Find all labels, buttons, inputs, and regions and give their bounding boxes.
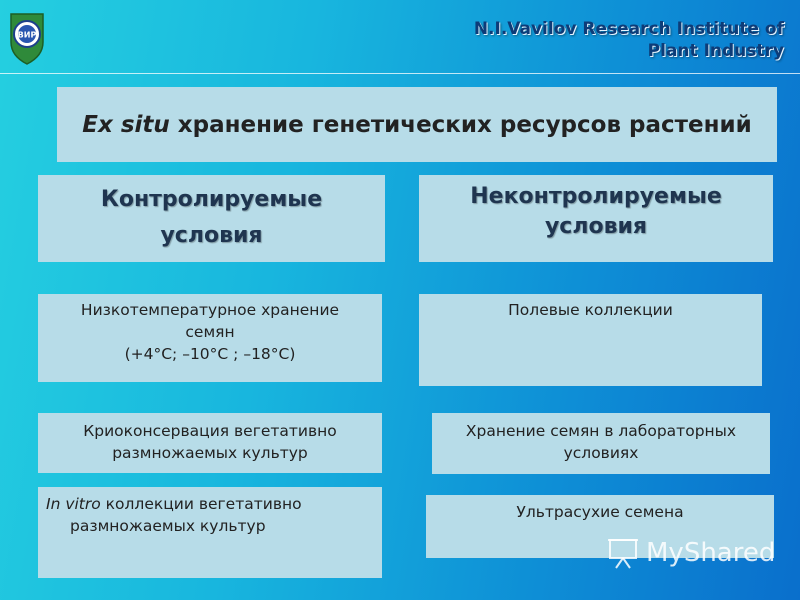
in-vitro-line2: размножаемых культур [70,517,266,535]
controlled-heading-box [38,175,385,262]
cryo-line2: размножаемых культур [112,444,308,462]
watermark-text: MyShared [646,538,776,568]
organization-name [474,18,784,62]
header-divider [0,73,800,74]
institute-logo [8,12,46,66]
field-collections-box [419,294,762,386]
cryo-line1: Криоконсервация вегетативно [83,422,337,440]
org-line-2: Plant Industry [647,41,784,61]
presentation-icon [606,536,640,570]
slide-title-box [57,87,777,162]
in-vitro-italic: In vitro [46,495,101,513]
controlled-heading-line2: условия [160,223,263,248]
logo-text: ВИР [17,30,37,40]
in-vitro-box [38,487,382,578]
org-line-1: N.I.Vavilov Research Institute of [473,19,784,39]
lab-storage-line2: условиях [563,444,639,462]
cryopreservation-box [38,413,382,473]
controlled-heading-line1: Контролируемые [100,187,323,212]
ultradry-line1: Ультрасухие семена [516,503,684,521]
uncontrolled-heading-line1: Неконтролируемые [470,184,722,209]
title-italic: Ex situ [82,111,170,138]
watermark [606,536,775,570]
low-temp-line1: Низкотемпературное хранение [80,301,340,319]
lab-storage-line1: Хранение семян в лабораторных [465,422,737,440]
low-temp-storage-box [38,294,382,382]
uncontrolled-heading-box [419,175,773,262]
field-collections-line1: Полевые коллекции [508,301,673,319]
in-vitro-line1: коллекции вегетативно [100,495,302,513]
low-temp-line3: (+4°C; –10°C ; –18°C) [124,345,296,363]
low-temp-line2: семян [185,323,235,341]
title-rest: хранение генетических ресурсов растений [169,111,752,138]
slide-title [82,112,751,138]
uncontrolled-heading-line2: условия [544,214,648,239]
lab-seed-storage-box [432,413,770,474]
